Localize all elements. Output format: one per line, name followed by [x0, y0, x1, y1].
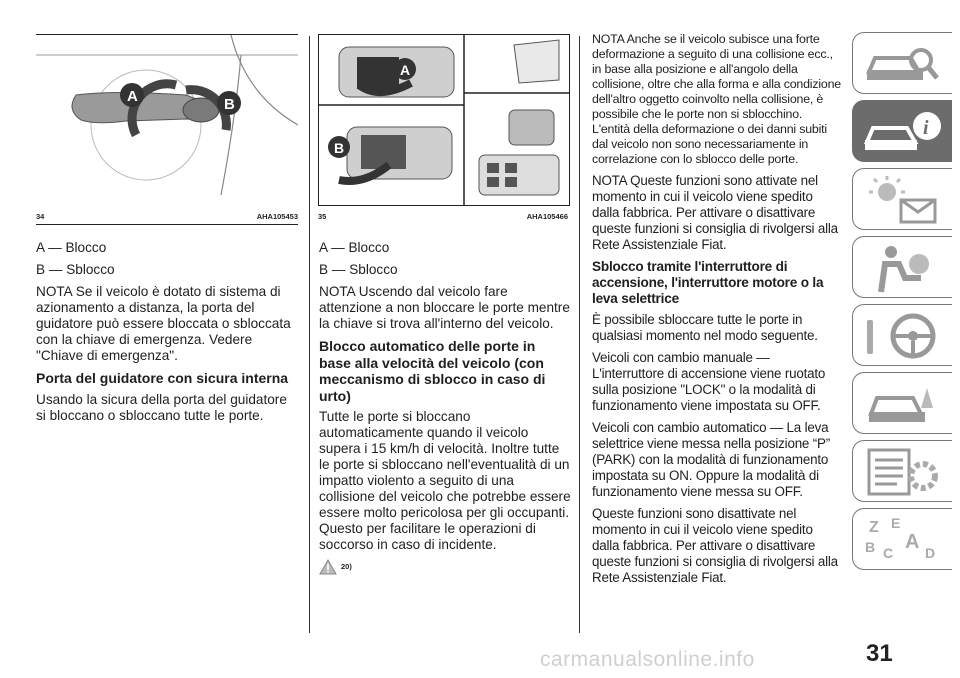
section-heading: Blocco automatico delle porte in base alla velocità del veicolo (con meccanismo di sblocco in caso di urto) [319, 338, 546, 404]
figure-35 [318, 34, 570, 206]
warning-ref-number: 20) [341, 562, 352, 571]
interior-lock-illustration [319, 35, 569, 205]
figure-code: AHA105453 [256, 212, 298, 221]
callout-b: B [224, 96, 235, 113]
column-1 [36, 240, 298, 430]
svg-text:A: A [905, 531, 920, 553]
tab-driving[interactable] [852, 304, 952, 366]
car-emergency-icon [861, 378, 945, 430]
automatic-transmission-text: Veicoli con cambio automatico — La leva selettrice viene messa nella posizione “P” (PARK) con la modalità di funzionamento impostata su ON. Oppure la modalità di funzionamento viene messa su OFF. [592, 420, 830, 499]
figure-code: AHA105466 [526, 212, 568, 221]
tab-safety[interactable] [852, 236, 952, 298]
section-heading: Porta del guidatore con sicura interna [36, 370, 289, 386]
tab-car-info[interactable] [852, 100, 952, 162]
svg-text:i: i [923, 117, 929, 139]
figure-34-caption [36, 212, 298, 224]
svg-text:B: B [865, 539, 876, 555]
svg-text:D: D [925, 545, 936, 561]
car-search-icon [861, 38, 945, 90]
legend-b: B — Sblocco [319, 262, 398, 277]
figure-35-caption [318, 212, 568, 224]
note-1: NOTA Anche se il veicolo subisce una forte deformazione a seguito di una collisione ecc., in base alla posizione e all'angolo della collisione, oltre che alla forma e alla condizione dell'altro oggetto coinvolto nella collisione, è possibile che le porte non si sblocchino. L'entità della deformazione o dei danni subiti dal veicolo non sono necessariamente in correlazione con lo sblocco delle porte. [592, 32, 841, 166]
body-text: Usando la sicura della porta del guidatore si bloccano o sbloccano tutte le porte. [36, 391, 287, 423]
page-number: 31 [866, 640, 893, 667]
maintenance-checklist-icon [861, 446, 945, 498]
column-2 [319, 240, 571, 575]
body-text: Tutte le porte si bloccano automaticamente quando il veicolo supera i 15 km/h di velocità. Inoltre tutte le porte si sbloccano nell'eventualità di un impatto violento a seguito di una collisione del veicolo che potrebbe essere essere molto pericolosa per gli occupanti. Questo per facilitare le operazioni di soccorso in caso di incidente. [319, 409, 571, 552]
warning-triangle-icon [319, 559, 337, 575]
safety-airbag-icon [861, 242, 945, 294]
footer-watermark: carmanualsonline.info [540, 648, 755, 671]
svg-text:E: E [891, 515, 901, 531]
svg-text:A: A [400, 62, 411, 78]
figure-number: 35 [318, 212, 327, 221]
note: NOTA Se il veicolo è dotato di sistema di azionamento a distanza, la porta del guidatore può essere bloccata o sbloccata con la chiave di emergenza. Vedere "Chiave di emergenza". [36, 284, 291, 363]
car-info-icon [861, 106, 945, 158]
warning-lights-message-icon [861, 174, 945, 226]
tab-emergency[interactable] [852, 372, 952, 434]
figure-34 [36, 34, 298, 195]
manual-transmission-text: Veicoli con cambio manuale — L'interruttore di accensione viene ruotato sulla posizione "LOCK" o la modalità di funzionamento viene impostata su OFF. [592, 350, 826, 413]
figure-number: 34 [36, 212, 45, 221]
technical-data-letters-icon [861, 514, 945, 566]
note: NOTA Uscendo dal veicolo fare attenzione a non bloccare le porte mentre la chiave si trova all'interno del veicolo. [319, 284, 570, 331]
driving-steering-wheel-icon [861, 310, 945, 362]
final-text: Queste funzioni sono disattivate nel momento in cui il veicolo viene spedito dalla fabbrica. Per attivare o disattivare queste funzioni si consiglia di rivolgersi alla Rete Assistenziale Fiat. [592, 506, 838, 585]
tab-car-search[interactable] [852, 32, 952, 94]
warning-reference [319, 559, 571, 575]
legend-b: B — Sblocco [36, 262, 115, 277]
callout-a: A [127, 88, 138, 105]
legend-a: A — Blocco [319, 240, 390, 255]
tab-warning-lights[interactable] [852, 168, 952, 230]
section-heading: Sblocco tramite l'interruttore di accensione, l'interruttore motore o la leva selettrice [592, 259, 824, 306]
door-handle-illustration [36, 35, 298, 195]
note-2: NOTA Queste funzioni sono attivate nel momento in cui il veicolo viene spedito dalla fabbrica. Per attivare o disattivare queste funzioni si consiglia di rivolgersi alla Rete Assistenziale Fiat. [592, 173, 838, 252]
intro-text: È possibile sbloccare tutte le porte in qualsiasi momento nel modo seguente. [592, 312, 818, 343]
svg-text:C: C [883, 545, 894, 561]
tab-technical-data[interactable] [852, 508, 952, 570]
column-3 [592, 32, 842, 592]
legend-a: A — Blocco [36, 240, 107, 255]
column-divider [579, 36, 580, 633]
column-divider [309, 36, 310, 633]
svg-text:Z: Z [869, 519, 879, 536]
svg-text:B: B [334, 140, 345, 156]
tab-maintenance[interactable] [852, 440, 952, 502]
